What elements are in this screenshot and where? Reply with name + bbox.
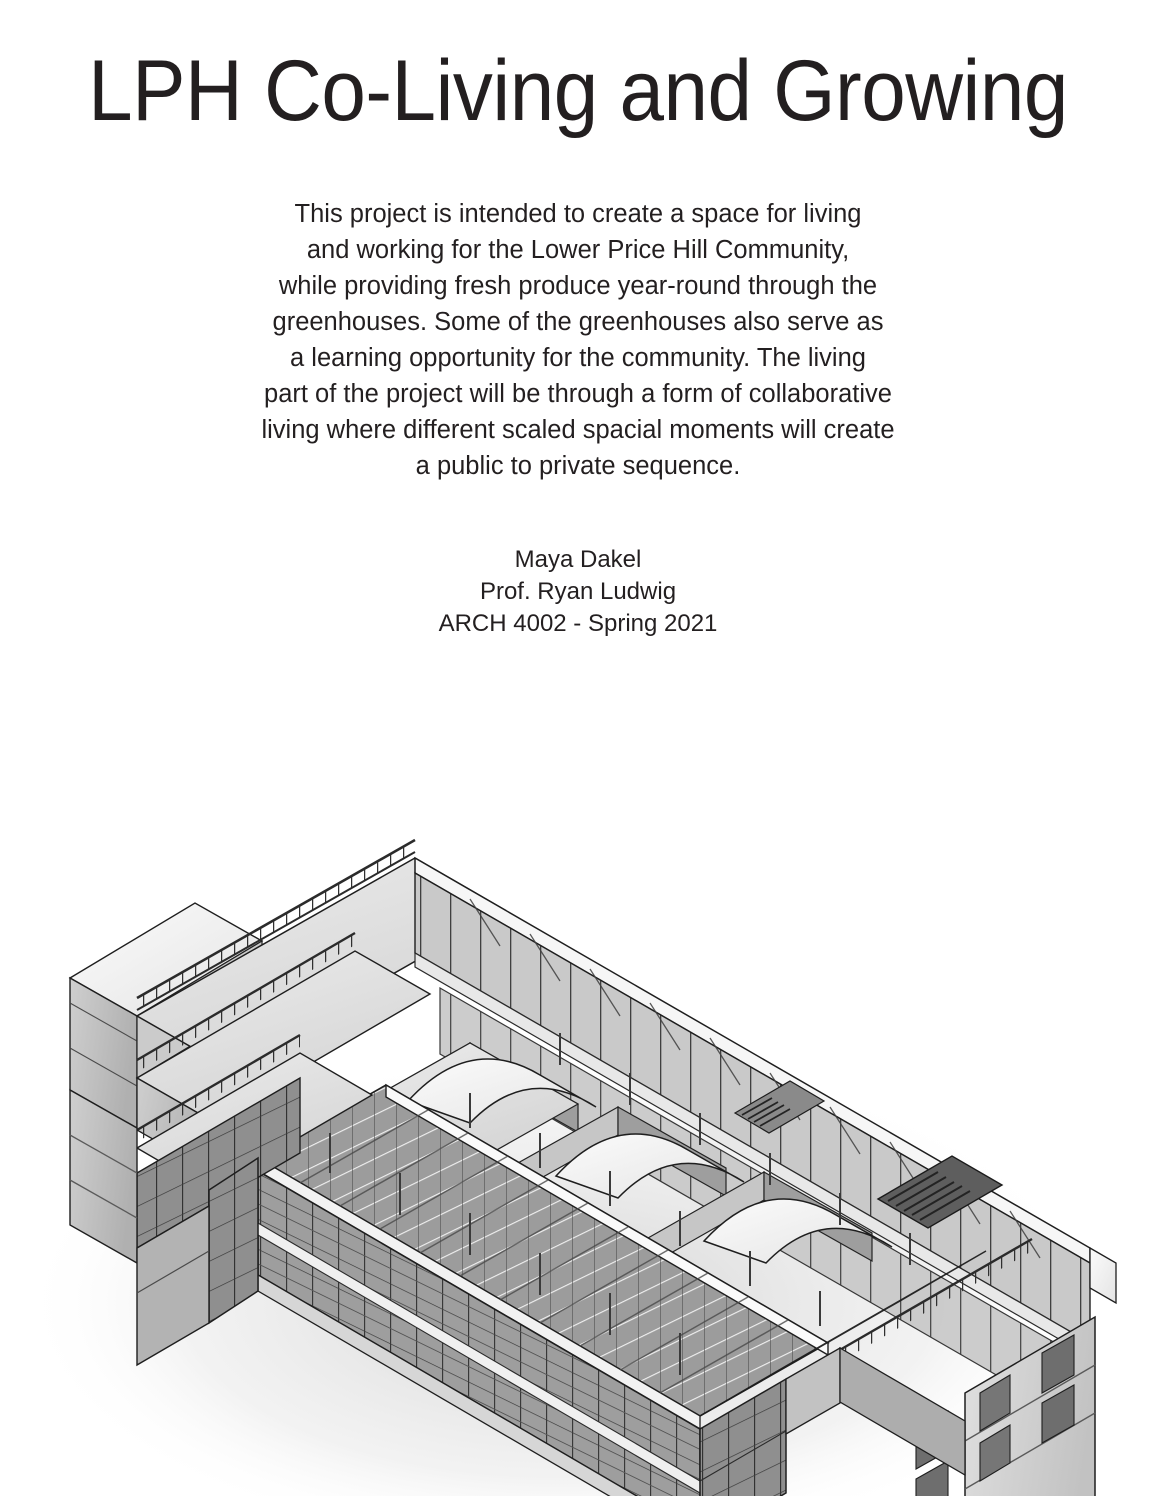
architectural-rendering xyxy=(0,703,1156,1496)
abstract-line: part of the project will be through a form of collaborative xyxy=(264,380,892,408)
credits-block xyxy=(228,544,928,640)
project-abstract xyxy=(228,196,928,484)
author-name: Maya Dakel xyxy=(514,546,642,573)
axonometric-rendering-svg xyxy=(0,703,1156,1496)
abstract-line: and working for the Lower Price Hill Community, xyxy=(306,236,850,264)
abstract-line: living where different scaled spacial moments will create xyxy=(261,416,895,444)
course-label: ARCH 4002 - Spring 2021 xyxy=(438,610,718,637)
instructor-name: Prof. Ryan Ludwig xyxy=(479,578,677,605)
abstract-line: greenhouses. Some of the greenhouses also serve as xyxy=(272,308,884,336)
abstract-line: a public to private sequence. xyxy=(415,452,741,480)
abstract-line: while providing fresh produce year-round through the xyxy=(278,272,878,300)
page-title: LPH Co-Living and Growing xyxy=(88,43,1068,139)
abstract-line: a learning opportunity for the community. The living xyxy=(290,344,866,372)
abstract-line: This project is intended to create a space for living xyxy=(294,200,862,228)
